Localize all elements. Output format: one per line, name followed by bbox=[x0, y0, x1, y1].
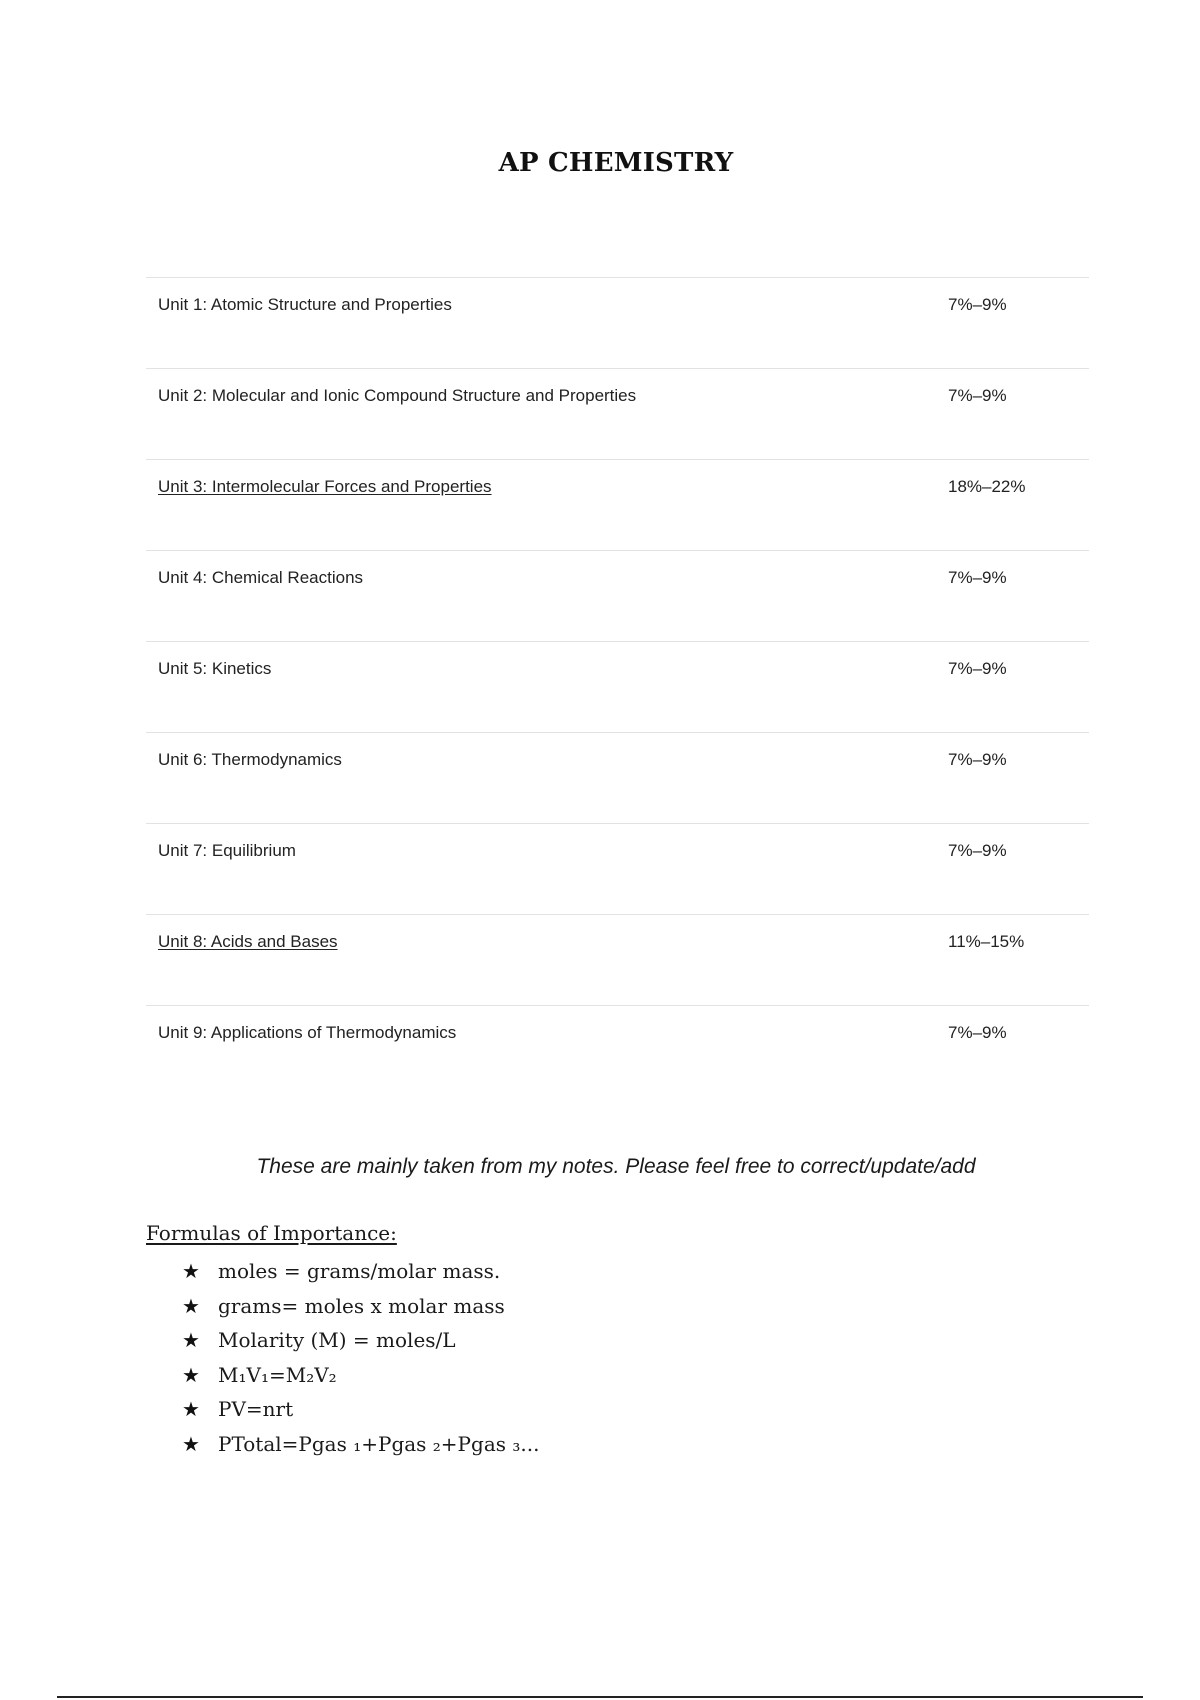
unit-name: Unit 6: Thermodynamics bbox=[158, 750, 342, 769]
list-item bbox=[182, 1289, 539, 1324]
unit-name-link[interactable]: Unit 8: Acids and Bases bbox=[158, 932, 338, 951]
formula-text: M₁V₁=M₂V₂ bbox=[218, 1362, 337, 1387]
unit-weight: 11%–15% bbox=[948, 932, 1025, 951]
page-title: AP CHEMISTRY bbox=[498, 148, 734, 178]
unit-name: Unit 4: Chemical Reactions bbox=[158, 568, 364, 587]
star-icon: ★ bbox=[182, 1397, 200, 1422]
list-item bbox=[182, 1392, 539, 1427]
formula-text: PV=nrt bbox=[218, 1397, 294, 1422]
formula-text: moles = grams/molar mass. bbox=[218, 1259, 501, 1284]
unit-weight: 7%–9% bbox=[948, 386, 1007, 405]
unit-weight: 18%–22% bbox=[948, 477, 1026, 496]
unit-name: Unit 5: Kinetics bbox=[158, 659, 272, 678]
unit-name: Unit 2: Molecular and Ionic Compound Structure and Properties bbox=[158, 386, 637, 405]
list-item bbox=[182, 1358, 539, 1393]
unit-weight: 7%–9% bbox=[948, 750, 1007, 769]
table-row bbox=[146, 277, 1089, 368]
formula-text: Molarity (M) = moles/L bbox=[218, 1328, 456, 1353]
unit-weight: 7%–9% bbox=[948, 841, 1007, 860]
list-item bbox=[182, 1427, 539, 1462]
table-row bbox=[146, 550, 1089, 641]
star-icon: ★ bbox=[182, 1328, 200, 1353]
star-icon: ★ bbox=[182, 1431, 200, 1456]
table-row bbox=[146, 732, 1089, 823]
table-row bbox=[146, 459, 1089, 550]
unit-name: Unit 1: Atomic Structure and Properties bbox=[158, 295, 452, 314]
table-row bbox=[146, 641, 1089, 732]
star-icon: ★ bbox=[182, 1362, 200, 1387]
table-row bbox=[146, 823, 1089, 914]
unit-weight: 7%–9% bbox=[948, 295, 1007, 314]
note-text: These are mainly taken from my notes. Please feel free to correct/update/add bbox=[256, 1155, 976, 1178]
unit-weight: 7%–9% bbox=[948, 1023, 1007, 1042]
formula-list bbox=[182, 1254, 539, 1461]
formula-text: PTotal=Pgas ₁+Pgas ₂+Pgas ₃... bbox=[218, 1431, 540, 1456]
unit-weight: 7%–9% bbox=[948, 568, 1007, 587]
footer-divider bbox=[57, 1696, 1143, 1698]
units-table bbox=[146, 277, 1089, 1096]
table-row bbox=[146, 368, 1089, 459]
unit-name-link[interactable]: Unit 3: Intermolecular Forces and Properties bbox=[158, 477, 492, 496]
formulas-heading: Formulas of Importance: bbox=[146, 1221, 397, 1245]
star-icon: ★ bbox=[182, 1259, 200, 1284]
star-icon: ★ bbox=[182, 1293, 200, 1318]
unit-name: Unit 7: Equilibrium bbox=[158, 841, 296, 860]
table-row bbox=[146, 914, 1089, 1005]
list-item bbox=[182, 1323, 539, 1358]
unit-name: Unit 9: Applications of Thermodynamics bbox=[158, 1023, 457, 1042]
list-item bbox=[182, 1254, 539, 1289]
table-row bbox=[146, 1005, 1089, 1096]
formula-text: grams= moles x molar mass bbox=[218, 1293, 505, 1318]
unit-weight: 7%–9% bbox=[948, 659, 1007, 678]
